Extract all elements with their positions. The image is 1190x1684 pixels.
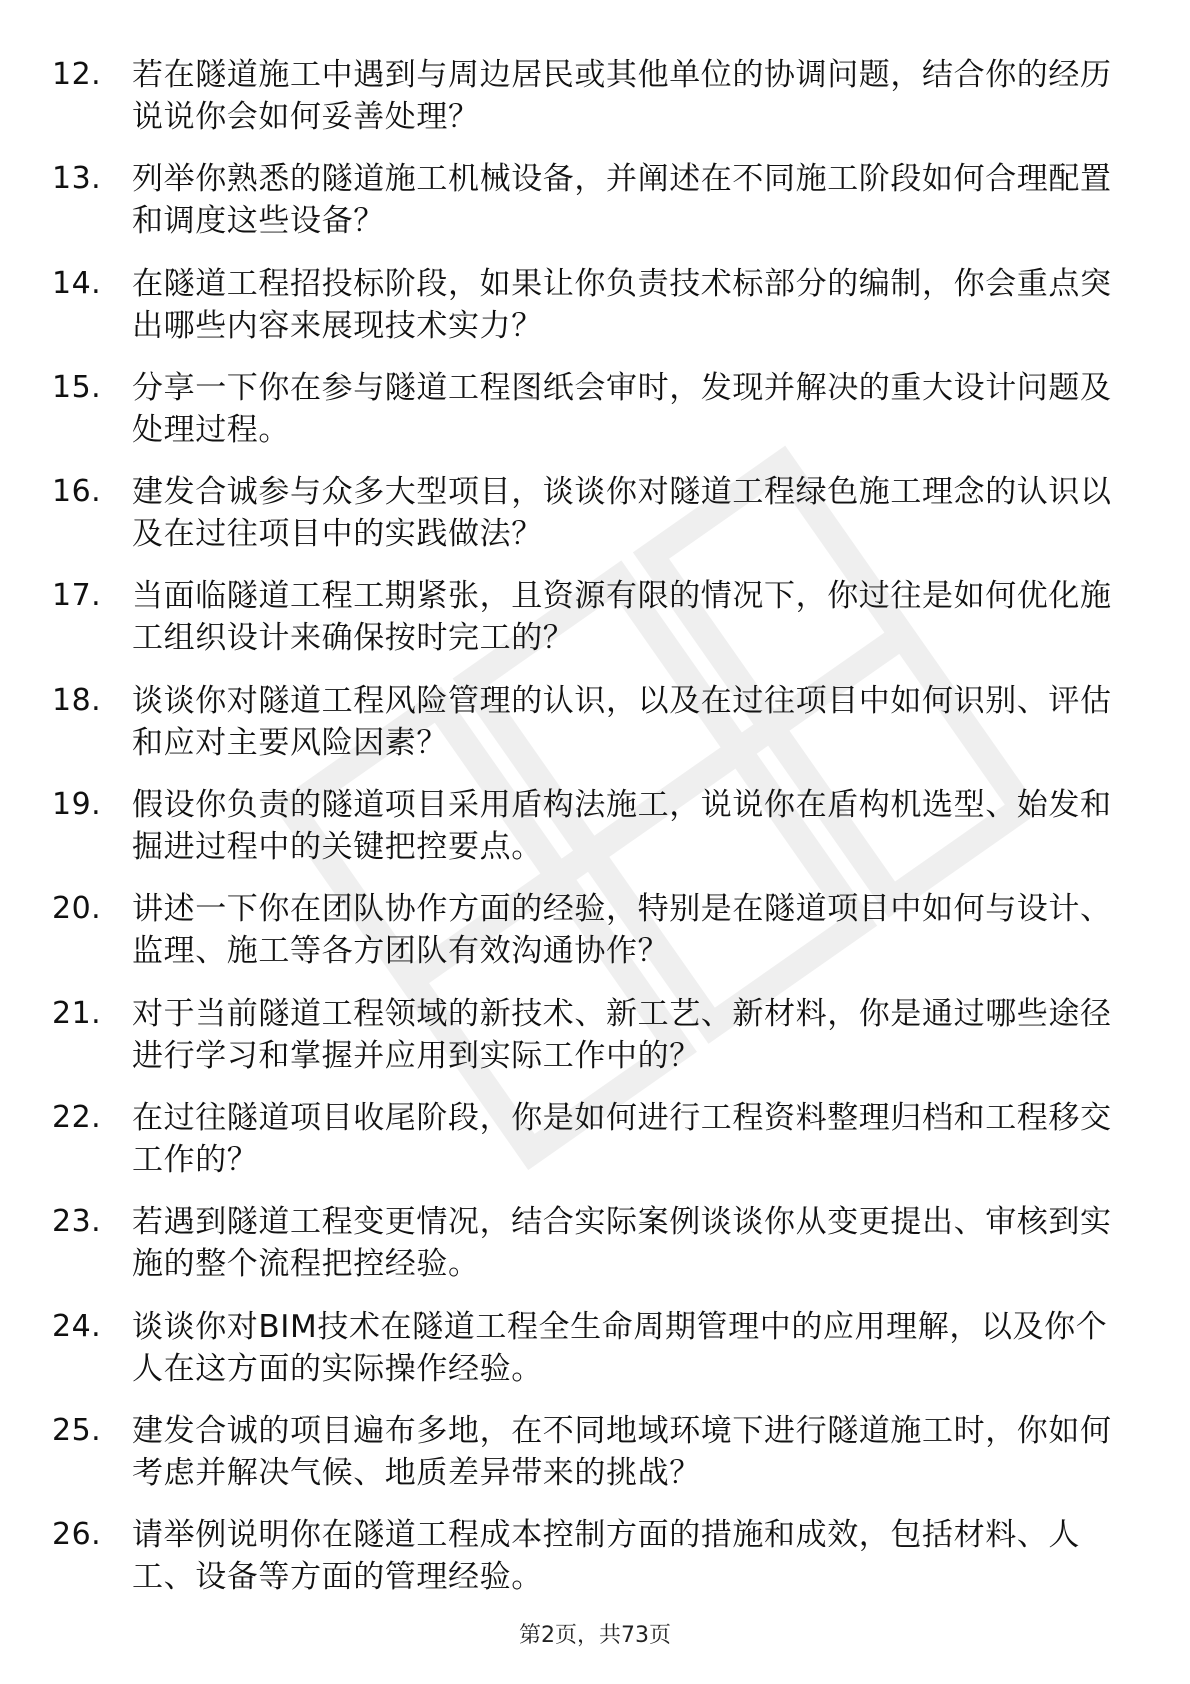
question-text: 在过往隧道项目收尾阶段，你是如何进行工程资料整理归档和工程移交工作的？ — [132, 1099, 1112, 1178]
question-text: 当面临隧道工程工期紧张，且资源有限的情况下，你过往是如何优化施工组织设计来确保按时完工的？ — [132, 578, 1112, 657]
page-footer: 第2页，共73页 — [519, 1623, 671, 1648]
list-item — [52, 158, 1112, 262]
question-text: 在隧道工程招投标阶段，如果让你负责技术标部分的编制，你会重点突出哪些内容来展现技术实力？ — [132, 265, 1112, 344]
question-text: 谈谈你对BIM技术在隧道工程全生命周期管理中的应用理解，以及你个人在这方面的实际操作经验。 — [132, 1308, 1108, 1387]
list-item — [52, 263, 1112, 367]
list-item — [52, 888, 1112, 992]
question-number: 23. — [52, 1204, 102, 1240]
list-item — [52, 1514, 1112, 1618]
question-number: 22. — [52, 1099, 102, 1135]
question-number: 21. — [52, 995, 102, 1031]
question-number: 24. — [52, 1308, 102, 1344]
list-item — [52, 471, 1112, 575]
question-text: 列举你熟悉的隧道施工机械设备，并阐述在不同施工阶段如何合理配置和调度这些设备？ — [132, 161, 1112, 240]
question-text: 分享一下你在参与隧道工程图纸会审时，发现并解决的重大设计问题及处理过程。 — [132, 369, 1112, 448]
question-text: 讲述一下你在团队协作方面的经验，特别是在隧道项目中如何与设计、监理、施工等各方团队有效沟通协作？ — [132, 891, 1112, 970]
list-item — [52, 54, 1112, 158]
list-item — [52, 575, 1112, 679]
list-item — [52, 993, 1112, 1097]
question-number: 15. — [52, 369, 102, 405]
list-item — [52, 784, 1112, 888]
question-number: 26. — [52, 1517, 102, 1553]
question-number: 20. — [52, 891, 102, 927]
question-text: 谈谈你对隧道工程风险管理的认识，以及在过往项目中如何识别、评估和应对主要风险因素？ — [132, 682, 1112, 761]
list-item — [52, 1306, 1112, 1410]
question-number: 19. — [52, 787, 102, 823]
question-number: 16. — [52, 474, 102, 510]
question-text: 建发合诚的项目遍布多地，在不同地域环境下进行隧道施工时，你如何考虑并解决气候、地质差异带来的挑战？ — [132, 1412, 1112, 1491]
question-text: 若遇到隧道工程变更情况，结合实际案例谈谈你从变更提出、审核到实施的整个流程把控经验。 — [132, 1204, 1112, 1283]
list-item — [52, 1410, 1112, 1514]
list-item — [52, 1201, 1112, 1305]
list-item — [52, 367, 1112, 471]
question-list — [52, 54, 1112, 1618]
question-number: 14. — [52, 265, 102, 301]
question-text: 建发合诚参与众多大型项目，谈谈你对隧道工程绿色施工理念的认识以及在过往项目中的实践做法？ — [132, 474, 1112, 553]
question-text: 假设你负责的隧道项目采用盾构法施工，说说你在盾构机选型、始发和掘进过程中的关键把控要点。 — [132, 787, 1112, 866]
question-number: 17. — [52, 578, 102, 614]
question-number: 18. — [52, 682, 102, 718]
list-item — [52, 680, 1112, 784]
question-number: 25. — [52, 1412, 102, 1448]
list-item — [52, 1097, 1112, 1201]
question-text: 若在隧道施工中遇到与周边居民或其他单位的协调问题，结合你的经历说说你会如何妥善处理？ — [132, 57, 1112, 135]
question-number: 12. — [52, 57, 102, 92]
question-text: 请举例说明你在隧道工程成本控制方面的措施和成效，包括材料、人工、设备等方面的管理经验。 — [132, 1517, 1080, 1596]
question-text: 对于当前隧道工程领域的新技术、新工艺、新材料，你是通过哪些途径进行学习和掌握并应用到实际工作中的？ — [132, 995, 1112, 1074]
question-number: 13. — [52, 161, 102, 197]
